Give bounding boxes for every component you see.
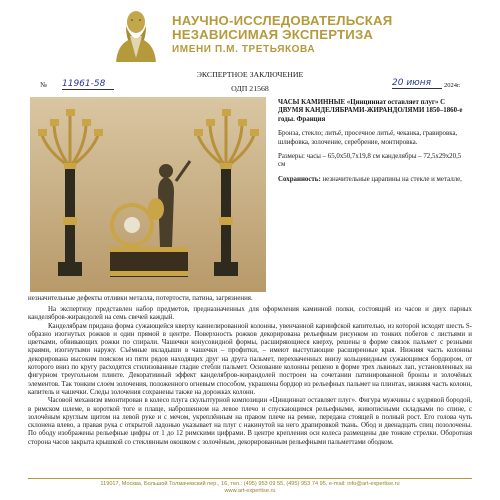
item-description: [278, 99, 464, 184]
org-line-3: ИМЕНИ П.М. ТРЕТЬЯКОВА: [172, 44, 316, 55]
letterhead: [0, 0, 500, 68]
document-heading: ЭКСПЕРТНОЕ ЗАКЛЮЧЕНИЕ: [196, 70, 304, 79]
item-photo: [30, 97, 266, 292]
expert-text: [28, 306, 472, 447]
footer: [28, 481, 472, 495]
state-label: Сохранность:: [278, 175, 321, 183]
footer-address: 119017, Москва, Большой Толмачевский пер., 16, тел.: (495) 953 09 55, (495) 953 74 95, e-mail: info@art-expertise.ru: [100, 481, 400, 487]
document-year: 2024г.: [444, 82, 461, 89]
footer-divider: [28, 478, 472, 479]
footer-site[interactable]: www.art-expertise.ru: [224, 488, 276, 494]
item-title: ЧАСЫ КАМИННЫЕ «Цинциннат оставляет плуг» С ДВУМЯ КАНДЕЛЯБРАМИ-ЖИРАНДОЛЯМИ 1850–1860-е годы. Франция: [278, 99, 463, 123]
organization-name: [172, 14, 402, 56]
odp-number: ОДП 21568: [231, 84, 269, 93]
item-materials: Бронза, стекло; литьё, просечное литьё, чеканка, гравировка, шлифовка, золочение, серебрение, монтировка.: [278, 130, 458, 146]
org-line-1: НАУЧНО-ИССЛЕДОВАТЕЛЬСКАЯ: [172, 13, 393, 28]
org-line-2: НЕЗАВИСИМАЯ ЭКСПЕРТИЗА: [172, 27, 374, 42]
document-date: 20 июня: [392, 78, 442, 89]
sizes-label: Размеры:: [278, 153, 305, 161]
state-continuation: незначительные дефекты отливки металла, потертости, патина, загрязнения.: [28, 295, 253, 302]
paragraph-3: Часовой механизм вмонтирован в колесо плуга скульптурной композиции «Цинциннат оставляет плуг». Фигура мужчины с кудрявой бородой, в римском шлеме, в короткой тоге и плаще, наброшенном на левое плечо и спускающимся рельефными, живописными складками по спине, с золочёным круглым щитом на левой руке и с мечом, укреплённым на правом плече на ремне, передана стоящей в полный рост. Его голова чуть склонена влево, а правая рука с открытой ладонью указывает на плуг с накинутой на него драпировкой ткань. Обод и двенадцать спиц позолочены. По ободу изображены рельефные цифры от 1 до 12 римскими цифрами. В центре крепления оси колеса размещены две тонкие стрелки. Оборотная сторона часов закрыта крышкой со стеклянным окошком с золочёным, декорированным рельефными пальметтами ободком.: [28, 397, 472, 446]
document-number: 11961-58: [62, 79, 114, 90]
item-sizes: часы – 65,0х50,7х19,8 см канделябры – 72,5х29х20,5 см: [278, 153, 462, 169]
item-state: незначительные царапины на стекле и металле,: [322, 175, 462, 183]
paragraph-2: Канделябрам придана форма сужающейся кверху каннелированной колонны, увенчанной каринфской капителью, из которой исходят шесть S-образно изогнутых рожков и один прямой в центре. Поверхность рожков декорирована рельефным рисунком из тонких побегов с листьями и цветками, обвивающих рожки по спирали. Чашечки конусовидной формы, расширяющиеся кверху, решены в форме связок пальмет с резными краями, изогнутыми наружу. Съёмные вкладыши в чашечки – профитки, – имеют выступающие расширенные края. Нижняя часть колонны декорирована высоким пояском из пяти рядов находящих друг на друга пальмет, перехваченных внизу кольцевидным сужающимся бордюром, от которого вниз по кругу расходятся стилизованные гладие стебли пальмет. Основание колонны решено в форме трех львиных лап, установленных на фигурном треугольном плинте. Декоративный эффект канделябров-жирандолей построен на сочетании патинированной бронзы и золочёных элементов. Так тонким слоем золочения, положенного огневым способом, украшены бордюр из рельефных пальмет на плинтах, нижняя часть колонн, капитель и чашечки. Следы золочения сохранены также на дорожках колонн.: [28, 322, 472, 396]
tretyakov-portrait-logo: [112, 6, 160, 62]
number-label: №: [40, 81, 47, 89]
paragraph-1: На экспертизу представлен набор предметов, предназначенных для оформления каминной полки, состоящий из часов и двух парных канделябров-жирандолей на семь свечей каждый.: [28, 306, 472, 322]
